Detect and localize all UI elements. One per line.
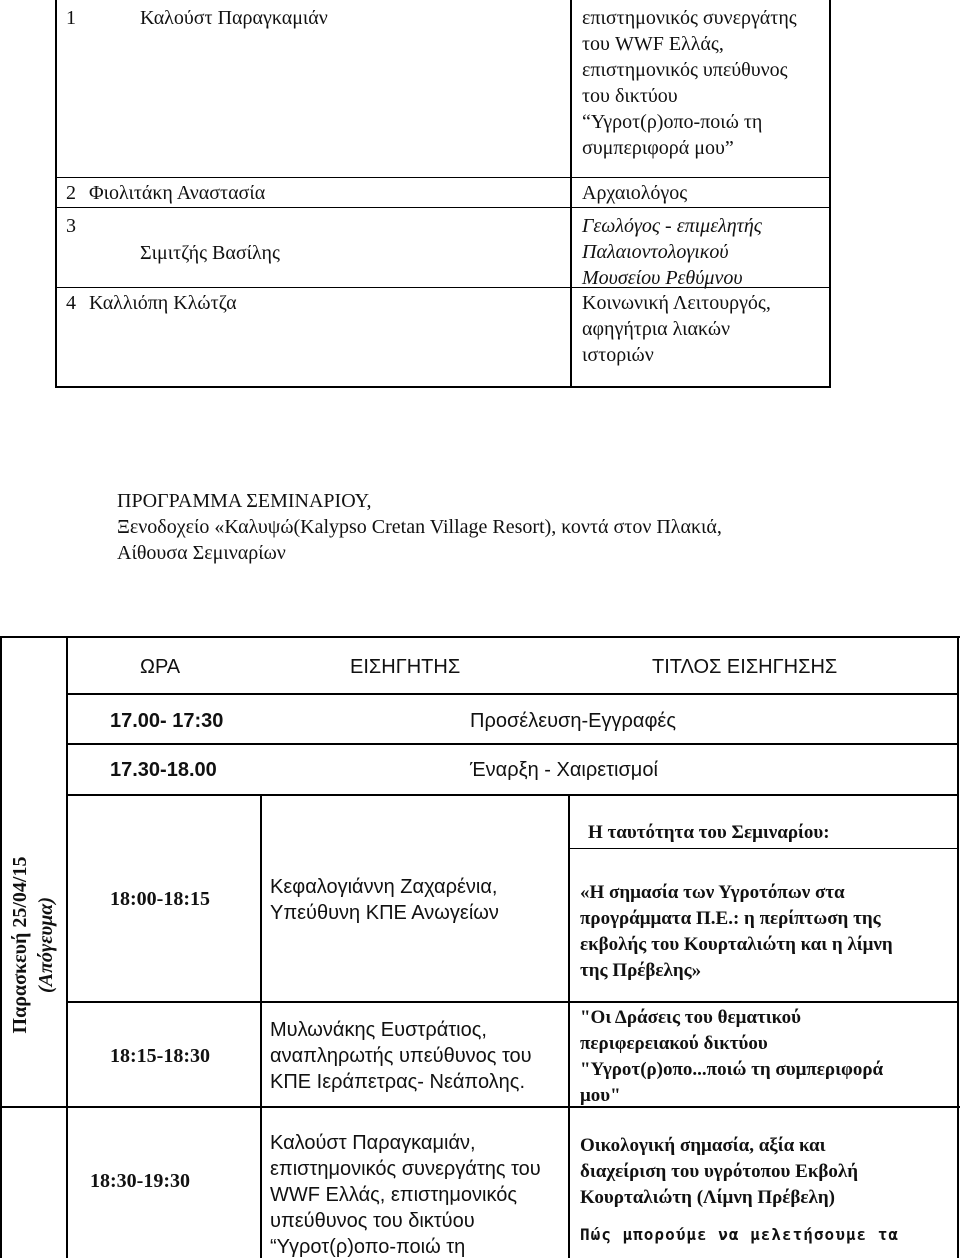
- talk-speaker: Καλούστ Παραγκαμιάν, επιστημονικός συνεργάτης του WWF Ελλάς, επιστημονικός υπεύθυνος του δικτύου “Υγροτ(ρ)οπο-ποιώ τη: [270, 1132, 541, 1258]
- member-number: 1: [66, 7, 76, 29]
- talk-time: 18:15-18:30: [110, 1045, 210, 1067]
- row-event: Προσέλευση-Εγγραφές: [470, 710, 676, 732]
- row-event: Έναρξη - Χαιρετισμοί: [470, 759, 658, 781]
- member-name: Σιμιτζής Βασίλης: [140, 242, 280, 264]
- talk-title: Οικολογική σημασία, αξία και διαχείριση του υγρότοπου Εκβολή Κουρταλιώτη (Λίμνη Πρέβελη): [580, 1135, 858, 1208]
- member-name: Καλούστ Παραγκαμιάν: [140, 7, 328, 29]
- day-label: [7, 795, 59, 1095]
- day-period: (Απόγευμα): [35, 896, 57, 994]
- member-name: Καλλιόπη Κλώτζα: [89, 292, 237, 314]
- member-role: Γεωλόγος - επιμελητής Παλαιοντολογικού Μουσείου Ρεθύμνου: [582, 215, 762, 289]
- column-header-time: ΩΡΑ: [140, 656, 181, 678]
- member-number: 2: [66, 182, 76, 204]
- program-venue: Ξενοδοχείο «Καλυψώ(Kalypso Cretan Village Resort), κοντά στον Πλακιά,: [117, 516, 722, 538]
- member-role: Κοινωνική Λειτουργός, αφηγήτρια λιακών ιστοριών: [582, 292, 771, 366]
- member-role: επιστημονικός συνεργάτης του WWF Ελλάς, επιστημονικός υπεύθυνος του δικτύου “Υγροτ(ρ)οπο-ποιώ τη συμπεριφορά μου”: [582, 7, 797, 159]
- row-time: 17.00- 17:30: [110, 710, 224, 732]
- talk-title: "Οι Δράσεις του θεματικού περιφερειακού δικτύου "Υγροτ(ρ)οπο...ποιώ τη συμπεριφορά μου": [580, 1007, 884, 1106]
- row-time: 17.30-18.00: [110, 759, 217, 781]
- program-room: Αίθουσα Σεμιναρίων: [117, 542, 286, 564]
- column-header-speaker: ΕΙΣΗΓΗΤΗΣ: [350, 656, 461, 678]
- day-date: Παρασκευή 25/04/15: [9, 856, 31, 1034]
- section-heading: Η ταυτότητα του Σεμιναρίου:: [588, 822, 830, 843]
- talk-title: «Η σημασία των Υγροτόπων στα προγράμματα Π.Ε.: η περίπτωση της εκβολής του Κουρταλιώτη και η λίμνη της Πρέβελης»: [580, 882, 893, 981]
- program-heading: ΠΡΟΓΡΑΜΜΑ ΣΕΜΙΝΑΡΙΟΥ,: [117, 490, 372, 512]
- talk-speaker: Μυλωνάκης Ευστράτιος, αναπληρωτής υπεύθυνος του ΚΠΕ Ιεράπετρας- Νεάπολης.: [270, 1019, 532, 1093]
- member-number: 3: [66, 215, 76, 237]
- column-header-title: ΤΙΤΛΟΣ ΕΙΣΗΓΗΣΗΣ: [652, 656, 838, 678]
- talk-time: 18:30-19:30: [90, 1170, 190, 1192]
- talk-speaker: Κεφαλογιάννη Ζαχαρένια, Υπεύθυνη ΚΠΕ Ανωγείων: [270, 876, 499, 924]
- member-role: Αρχαιολόγος: [582, 182, 688, 204]
- member-number: 4: [66, 292, 76, 314]
- member-name: Φιολιτάκη Αναστασία: [89, 182, 266, 204]
- talk-time: 18:00-18:15: [110, 888, 210, 910]
- talk-extra: Πώς μπορούμε να μελετήσουμε τα: [580, 1225, 899, 1244]
